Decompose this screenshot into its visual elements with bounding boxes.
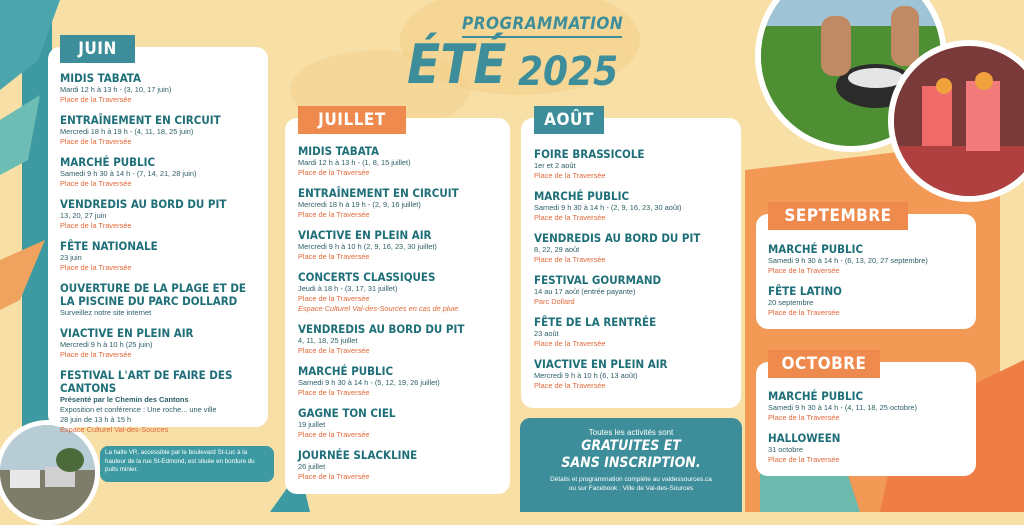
event-details: Samedi 9 h 30 à 14 h - (4, 11, 18, 25 octobre) [768, 403, 917, 412]
event-title: VENDREDIS AU BORD DU PIT [298, 322, 465, 336]
event-location: Place de la Traversée [298, 472, 370, 481]
event-location: Place de la Traversée [298, 294, 370, 303]
juillet-event-3 [298, 271, 508, 314]
event-title: MARCHÉ PUBLIC [60, 155, 156, 169]
juillet-event-4 [298, 323, 508, 356]
event-location: Place de la Traversée [60, 263, 132, 272]
aout-event-2 [534, 232, 739, 265]
event-title: VENDREDIS AU BORD DU PIT [60, 197, 227, 211]
juillet-event-1 [298, 187, 508, 220]
month-label-juin: JUIN [60, 35, 135, 63]
event-title: FOIRE BRASSICOLE [534, 147, 645, 161]
event-details: 13, 20, 27 juin [60, 211, 107, 220]
event-title: JOURNÉE SLACKLINE [298, 448, 418, 462]
event-location: Place de la Traversée [534, 171, 606, 180]
event-location: Place de la Traversée [60, 137, 132, 146]
event-title: MARCHÉ PUBLIC [768, 389, 864, 403]
event-location: Espace Culturel Val-des-Sources [60, 425, 169, 434]
juin-events [60, 72, 265, 444]
event-location: Place de la Traversée [298, 168, 370, 177]
event-details: Surveillez notre site internet [60, 308, 152, 317]
event-details: Mercredi 9 h à 10 h (25 juin) [60, 340, 153, 349]
title-year: 2025 [518, 49, 619, 95]
month-label-octobre: OCTOBRE [768, 350, 880, 378]
event-location: Place de la Traversée [534, 255, 606, 264]
septembre-event-0 [768, 243, 973, 276]
event-details: Samedi 9 h 30 à 14 h - (2, 9, 16, 23, 30 août) [534, 203, 682, 212]
event-title: FÊTE LATINO [768, 284, 842, 298]
event-presenter: Présenté par le Chemin des Cantons [60, 395, 189, 404]
aout-events [534, 148, 739, 400]
juin-event-5 [60, 282, 265, 318]
event-title: ENTRAÎNEMENT EN CIRCUIT [298, 186, 459, 200]
event-location: Place de la Traversée [298, 430, 370, 439]
octobre-events [768, 390, 973, 474]
aout-event-3 [534, 274, 739, 307]
event-location: Place de la Traversée [298, 252, 370, 261]
event-details: 23 août [534, 329, 559, 338]
event-title: OUVERTURE DE LA PLAGE ET DE LA PISCINE DU PARC DOLLARD [60, 281, 247, 308]
event-details: Jeudi à 18 h - (3, 17, 31 juillet) [298, 284, 398, 293]
juin-event-1 [60, 114, 265, 147]
event-details: Mardi 12 h à 13 h - (3, 10, 17 juin) [60, 85, 172, 94]
event-title: VIACTIVE EN PLEIN AIR [298, 228, 432, 242]
month-label-septembre: SEPTEMBRE [768, 202, 908, 230]
event-details: Samedi 9 h 30 à 14 h - (5, 12, 19, 26 juillet) [298, 378, 440, 387]
event-location: Place de la Traversée [768, 308, 840, 317]
juin-event-3 [60, 198, 265, 231]
event-details: Mardi 12 h à 13 h - (1, 8, 15 juillet) [298, 158, 411, 167]
info-details: Détails et programmation complète au valdessources.ca [550, 476, 712, 483]
event-location: Place de la Traversée [60, 221, 132, 230]
aout-event-1 [534, 190, 739, 223]
event-details: Samedi 9 h 30 à 14 h - (6, 13, 20, 27 septembre) [768, 256, 928, 265]
event-details: 14 au 17 août (entrée payante) [534, 287, 636, 296]
juin-event-4 [60, 240, 265, 273]
juillet-event-0 [298, 145, 508, 178]
event-title: FESTIVAL L'ART DE FAIRE DES CANTONS [60, 368, 233, 395]
event-date: 28 juin de 13 h à 15 h [60, 415, 132, 424]
month-label-juillet: JUILLET [298, 106, 406, 134]
event-details: Exposition et conférence : Une roche... une ville [60, 405, 217, 414]
event-location: Place de la Traversée [298, 388, 370, 397]
event-alt-location: Espace Culturel Val-des-Sources en cas de pluie [298, 304, 459, 313]
event-details: 20 septembre [768, 298, 814, 307]
juin-event-0 [60, 72, 265, 105]
juin-event-2 [60, 156, 265, 189]
event-details: 4, 11, 18, 25 juillet [298, 336, 358, 345]
event-details: Samedi 9 h 30 à 14 h - (7, 14, 21, 28 juin) [60, 169, 197, 178]
event-location: Place de la Traversée [60, 350, 132, 359]
event-title: MIDIS TABATA [60, 71, 141, 85]
event-details: 19 juillet [298, 420, 326, 429]
event-location: Place de la Traversée [60, 179, 132, 188]
event-location: Parc Dollard [534, 297, 575, 306]
event-details: Mercredi 9 h à 10 h (2, 9, 16, 23, 30 juillet) [298, 242, 437, 251]
event-details: 8, 22, 29 août [534, 245, 580, 254]
event-location: Place de la Traversée [768, 413, 840, 422]
event-title: GAGNE TON CIEL [298, 406, 396, 420]
event-title: FÊTE NATIONALE [60, 239, 158, 253]
octobre-event-0 [768, 390, 973, 423]
event-title: HALLOWEEN [768, 431, 841, 445]
event-details: 31 octobre [768, 445, 803, 454]
event-details: Mercredi 18 h à 19 h - (4, 11, 18, 25 juin) [60, 127, 194, 136]
info-facebook: ou sur Facebook : Ville de Val-des-Sources [568, 485, 694, 492]
event-location: Place de la Traversée [768, 455, 840, 464]
info-line-1: Toutes les activités sont [588, 428, 674, 437]
event-title: CONCERTS CLASSIQUES [298, 270, 436, 284]
aout-event-4 [534, 316, 739, 349]
event-location: Place de la Traversée [534, 213, 606, 222]
event-title: ENTRAÎNEMENT EN CIRCUIT [60, 113, 221, 127]
aout-event-0 [534, 148, 739, 181]
event-title: MARCHÉ PUBLIC [534, 189, 630, 203]
event-details: 1er et 2 août [534, 161, 576, 170]
juillet-event-7 [298, 449, 508, 482]
title-ete: ÉTÉ [407, 33, 507, 96]
event-details: Mercredi 9 h à 10 h (6, 13 août) [534, 371, 638, 380]
event-details: Mercredi 18 h à 19 h - (2, 9, 16 juillet) [298, 200, 421, 209]
month-label-aout: AOÛT [534, 106, 604, 134]
octobre-event-1 [768, 432, 973, 465]
juillet-event-2 [298, 229, 508, 262]
info-no-registration: SANS INSCRIPTION. [561, 455, 701, 471]
event-title: VENDREDIS AU BORD DU PIT [534, 231, 701, 245]
septembre-events [768, 243, 973, 327]
septembre-event-1 [768, 285, 973, 318]
juillet-event-6 [298, 407, 508, 440]
event-title: VIACTIVE EN PLEIN AIR [534, 357, 668, 371]
event-title: MARCHÉ PUBLIC [768, 242, 864, 256]
event-title: VIACTIVE EN PLEIN AIR [60, 326, 194, 340]
event-location: Place de la Traversée [298, 346, 370, 355]
event-title: FESTIVAL GOURMAND [534, 273, 662, 287]
juillet-events [298, 145, 508, 491]
event-details: 23 juin [60, 253, 82, 262]
aout-event-5 [534, 358, 739, 391]
event-title: MARCHÉ PUBLIC [298, 364, 394, 378]
event-location: Place de la Traversée [534, 339, 606, 348]
title-programmation: PROGRAMMATION [462, 14, 624, 34]
juillet-event-5 [298, 365, 508, 398]
event-location: Place de la Traversée [534, 381, 606, 390]
info-box [520, 418, 742, 512]
halte-vr-note: La halte VR, accessible par le boulevard St-Luc à la hauteur de la rue St-Edmond, est située en bordure du puits minier. [100, 446, 274, 482]
juin-event-festival [60, 369, 265, 435]
juin-event-6 [60, 327, 265, 360]
event-title: FÊTE DE LA RENTRÉE [534, 315, 657, 329]
event-location: Place de la Traversée [298, 210, 370, 219]
event-title: MIDIS TABATA [298, 144, 379, 158]
event-location: Place de la Traversée [768, 266, 840, 275]
event-details: 26 juillet [298, 462, 326, 471]
info-free: GRATUITES ET [581, 438, 681, 454]
event-location: Place de la Traversée [60, 95, 132, 104]
